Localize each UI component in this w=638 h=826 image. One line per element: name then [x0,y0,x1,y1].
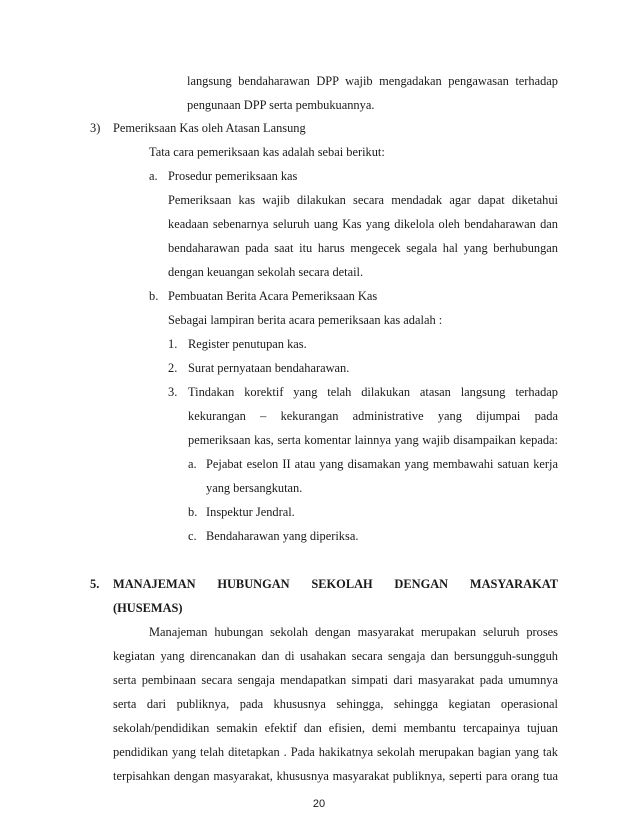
paragraph-line: Manajeman hubungan sekolah dengan masyarakat merupakan seluruh proses [149,625,558,639]
paragraph-line: kegiatan yang direncanakan dan di usahakan secara sengaja dan bersungguh-sungguh [113,649,558,663]
list-letter: c. [188,529,197,543]
text-line: Sebagai lampiran berita acara pemeriksaan kas adalah : [168,313,443,327]
section-number: 5. [90,577,100,591]
list-number: 3. [168,385,178,399]
text-line: keadaan sebenarnya seluruh uang Kas yang dikelola oleh bendaharawan dan [168,217,558,231]
list-number: 1. [168,337,178,351]
list-number: 2. [168,361,178,375]
list-letter: a. [188,457,197,471]
list-letter: b. [188,505,198,519]
text-line: Tata cara pemeriksaan kas adalah sebai berikut: [149,145,385,159]
list-item-heading: Pemeriksaan Kas oleh Atasan Lansung [113,121,306,135]
list-item: Bendaharawan yang diperiksa. [206,529,359,543]
text-line: pemeriksaan kas, serta komentar lainnya yang wajib disampaikan kepada: [188,433,558,447]
text-line: bendaharawan pada saat itu harus mengecek segala hal yang berhubungan [168,241,558,255]
list-letter: a. [149,169,158,183]
paragraph-line: pendidikan yang telah ditetapkan . Pada hakikatnya sekolah merupakan bagian yang tak [113,745,558,759]
list-item-heading: Pembuatan Berita Acara Pemeriksaan Kas [168,289,378,303]
page-number: 20 [312,798,326,810]
list-number: 3) [90,121,101,135]
list-letter: b. [149,289,159,303]
paragraph-line: serta pembinaan secara sengaja mendapatkan simpati dari masyarakat pada umumnya [113,673,558,687]
text-line: Pemeriksaan kas wajib dilakukan secara mendadak agar dapat diketahui [168,193,558,207]
list-item: Inspektur Jendral. [206,505,295,519]
section-heading: MANAJEMAN HUBUNGAN SEKOLAH DENGAN MASYARAKAT [113,577,558,591]
text-line: kekurangan – kekurangan administrative yang dijumpai pada [188,409,558,423]
paragraph-line: terpisahkan dengan masyarakat, khususnya masyarakat publiknya, seperti para orang tua [113,769,558,783]
paragraph-line: sekolah/pendidikan semakin efektif dan efisien, demi membantu tercapainya tujuan [113,721,558,735]
text-line: langsung bendaharawan DPP wajib mengadakan pengawasan terhadap [187,74,558,88]
list-item: Tindakan korektif yang telah dilakukan atasan langsung terhadap [188,385,558,399]
paragraph-line: serta dari publiknya, pada khususnya sehingga, sehingga kegiatan operasional [113,697,558,711]
section-heading-continued: (HUSEMAS) [113,601,183,615]
list-item: Surat pernyataan bendaharawan. [188,361,350,375]
list-item-heading: Prosedur pemeriksaan kas [168,169,298,183]
text-line: pengunaan DPP serta pembukuannya. [187,98,375,112]
list-item: Register penutupan kas. [188,337,307,351]
text-line: yang bersangkutan. [206,481,303,495]
text-line: dengan keuangan sekolah secara detail. [168,265,364,279]
list-item: Pejabat eselon II atau yang disamakan yang membawahi satuan kerja [206,457,558,471]
